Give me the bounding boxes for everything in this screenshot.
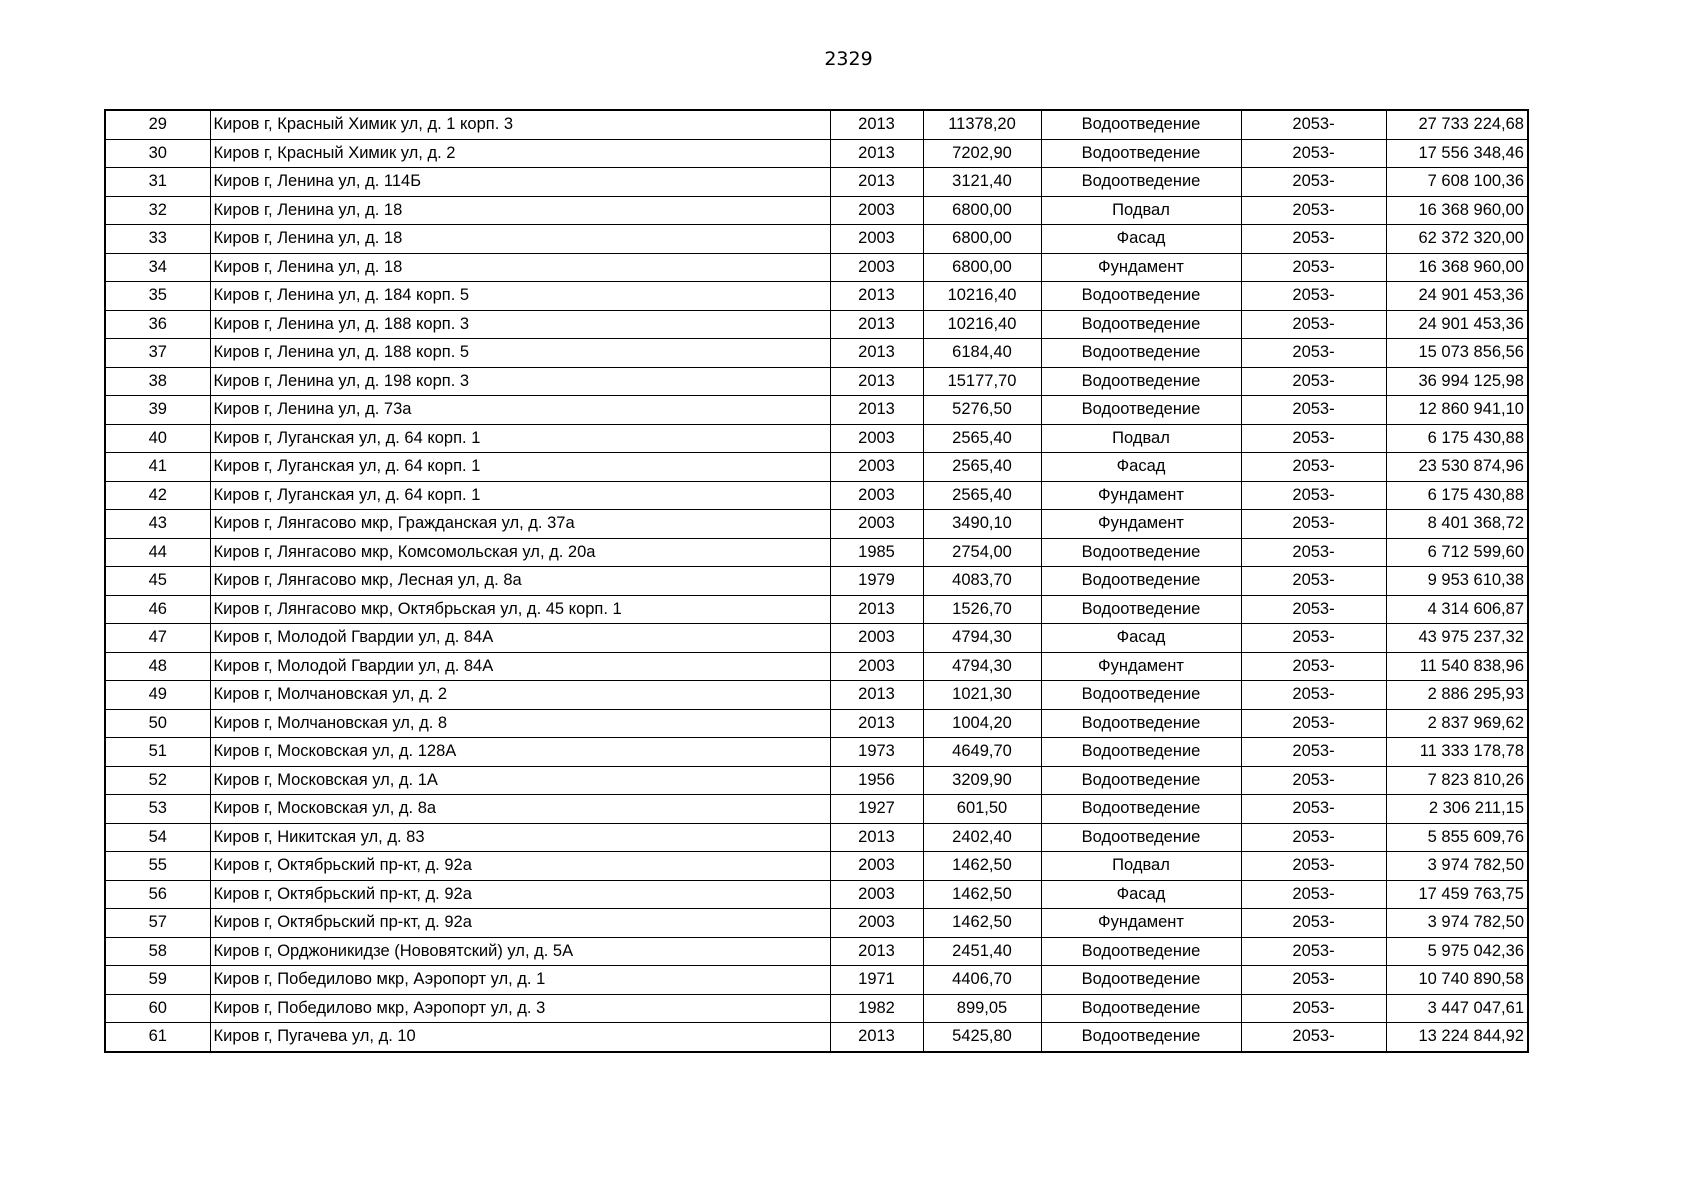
table-row bbox=[105, 310, 1528, 339]
period-cell: 2053- bbox=[1241, 1023, 1386, 1052]
year-cell: 2003 bbox=[830, 481, 923, 510]
area-cell: 601,50 bbox=[923, 795, 1041, 824]
year-cell: 1979 bbox=[830, 567, 923, 596]
address-cell: Киров г, Луганская ул, д. 64 корп. 1 bbox=[210, 453, 830, 482]
address-cell: Киров г, Лянгасово мкр, Октябрьская ул, д. 45 корп. 1 bbox=[210, 595, 830, 624]
row-number: 47 bbox=[105, 624, 210, 653]
period-cell: 2053- bbox=[1241, 909, 1386, 938]
work-type-cell: Фундамент bbox=[1041, 481, 1241, 510]
cost-cell: 16 368 960,00 bbox=[1386, 253, 1528, 282]
year-cell: 1973 bbox=[830, 738, 923, 767]
area-cell: 2402,40 bbox=[923, 823, 1041, 852]
row-number: 52 bbox=[105, 766, 210, 795]
period-cell: 2053- bbox=[1241, 681, 1386, 710]
work-type-cell: Водоотведение bbox=[1041, 738, 1241, 767]
year-cell: 2013 bbox=[830, 681, 923, 710]
row-number: 60 bbox=[105, 994, 210, 1023]
year-cell: 2013 bbox=[830, 709, 923, 738]
area-cell: 4649,70 bbox=[923, 738, 1041, 767]
row-number: 44 bbox=[105, 538, 210, 567]
area-cell: 10216,40 bbox=[923, 310, 1041, 339]
period-cell: 2053- bbox=[1241, 538, 1386, 567]
table-row bbox=[105, 253, 1528, 282]
address-cell: Киров г, Орджоникидзе (Нововятский) ул, д. 5А bbox=[210, 937, 830, 966]
table-row bbox=[105, 766, 1528, 795]
cost-cell: 11 333 178,78 bbox=[1386, 738, 1528, 767]
row-number: 49 bbox=[105, 681, 210, 710]
year-cell: 1927 bbox=[830, 795, 923, 824]
row-number: 53 bbox=[105, 795, 210, 824]
row-number: 51 bbox=[105, 738, 210, 767]
cost-cell: 24 901 453,36 bbox=[1386, 310, 1528, 339]
address-cell: Киров г, Лянгасово мкр, Лесная ул, д. 8а bbox=[210, 567, 830, 596]
year-cell: 2003 bbox=[830, 880, 923, 909]
row-number: 59 bbox=[105, 966, 210, 995]
address-cell: Киров г, Ленина ул, д. 184 корп. 5 bbox=[210, 282, 830, 311]
table-row bbox=[105, 367, 1528, 396]
cost-cell: 12 860 941,10 bbox=[1386, 396, 1528, 425]
year-cell: 2003 bbox=[830, 453, 923, 482]
year-cell: 2003 bbox=[830, 196, 923, 225]
table-row bbox=[105, 852, 1528, 881]
cost-cell: 2 886 295,93 bbox=[1386, 681, 1528, 710]
work-type-cell: Водоотведение bbox=[1041, 994, 1241, 1023]
table-row bbox=[105, 1023, 1528, 1052]
address-cell: Киров г, Победилово мкр, Аэропорт ул, д. 3 bbox=[210, 994, 830, 1023]
period-cell: 2053- bbox=[1241, 795, 1386, 824]
cost-cell: 5 855 609,76 bbox=[1386, 823, 1528, 852]
cost-cell: 5 975 042,36 bbox=[1386, 937, 1528, 966]
cost-cell: 9 953 610,38 bbox=[1386, 567, 1528, 596]
work-type-cell: Фундамент bbox=[1041, 253, 1241, 282]
period-cell: 2053- bbox=[1241, 880, 1386, 909]
cost-cell: 13 224 844,92 bbox=[1386, 1023, 1528, 1052]
buildings-table bbox=[104, 109, 1529, 1053]
cost-cell: 43 975 237,32 bbox=[1386, 624, 1528, 653]
table-row bbox=[105, 567, 1528, 596]
work-type-cell: Водоотведение bbox=[1041, 937, 1241, 966]
address-cell: Киров г, Красный Химик ул, д. 2 bbox=[210, 139, 830, 168]
table-row bbox=[105, 139, 1528, 168]
table-row bbox=[105, 624, 1528, 653]
cost-cell: 2 837 969,62 bbox=[1386, 709, 1528, 738]
cost-cell: 15 073 856,56 bbox=[1386, 339, 1528, 368]
table-row bbox=[105, 909, 1528, 938]
page-number: 2329 bbox=[824, 48, 873, 70]
cost-cell: 3 974 782,50 bbox=[1386, 852, 1528, 881]
period-cell: 2053- bbox=[1241, 168, 1386, 197]
work-type-cell: Подвал bbox=[1041, 196, 1241, 225]
address-cell: Киров г, Ленина ул, д. 18 bbox=[210, 196, 830, 225]
work-type-cell: Фундамент bbox=[1041, 909, 1241, 938]
year-cell: 2013 bbox=[830, 595, 923, 624]
period-cell: 2053- bbox=[1241, 966, 1386, 995]
year-cell: 2003 bbox=[830, 909, 923, 938]
period-cell: 2053- bbox=[1241, 595, 1386, 624]
work-type-cell: Водоотведение bbox=[1041, 1023, 1241, 1052]
row-number: 40 bbox=[105, 424, 210, 453]
area-cell: 1462,50 bbox=[923, 909, 1041, 938]
year-cell: 2013 bbox=[830, 396, 923, 425]
address-cell: Киров г, Пугачева ул, д. 10 bbox=[210, 1023, 830, 1052]
table-row bbox=[105, 966, 1528, 995]
period-cell: 2053- bbox=[1241, 852, 1386, 881]
work-type-cell: Водоотведение bbox=[1041, 823, 1241, 852]
row-number: 32 bbox=[105, 196, 210, 225]
year-cell: 2013 bbox=[830, 339, 923, 368]
period-cell: 2053- bbox=[1241, 310, 1386, 339]
period-cell: 2053- bbox=[1241, 937, 1386, 966]
period-cell: 2053- bbox=[1241, 481, 1386, 510]
period-cell: 2053- bbox=[1241, 424, 1386, 453]
row-number: 39 bbox=[105, 396, 210, 425]
table-row bbox=[105, 795, 1528, 824]
work-type-cell: Водоотведение bbox=[1041, 709, 1241, 738]
row-number: 61 bbox=[105, 1023, 210, 1052]
address-cell: Киров г, Никитская ул, д. 83 bbox=[210, 823, 830, 852]
table-row bbox=[105, 595, 1528, 624]
row-number: 34 bbox=[105, 253, 210, 282]
table-row bbox=[105, 196, 1528, 225]
address-cell: Киров г, Молодой Гвардии ул, д. 84А bbox=[210, 624, 830, 653]
cost-cell: 6 175 430,88 bbox=[1386, 481, 1528, 510]
row-number: 50 bbox=[105, 709, 210, 738]
period-cell: 2053- bbox=[1241, 624, 1386, 653]
table-row bbox=[105, 738, 1528, 767]
period-cell: 2053- bbox=[1241, 110, 1386, 139]
address-cell: Киров г, Московская ул, д. 8а bbox=[210, 795, 830, 824]
year-cell: 2013 bbox=[830, 310, 923, 339]
year-cell: 2003 bbox=[830, 424, 923, 453]
table-row bbox=[105, 110, 1528, 139]
address-cell: Киров г, Молодой Гвардии ул, д. 84А bbox=[210, 652, 830, 681]
table-row bbox=[105, 282, 1528, 311]
row-number: 29 bbox=[105, 110, 210, 139]
cost-cell: 3 974 782,50 bbox=[1386, 909, 1528, 938]
cost-cell: 11 540 838,96 bbox=[1386, 652, 1528, 681]
area-cell: 6800,00 bbox=[923, 225, 1041, 254]
year-cell: 2003 bbox=[830, 624, 923, 653]
area-cell: 899,05 bbox=[923, 994, 1041, 1023]
row-number: 54 bbox=[105, 823, 210, 852]
period-cell: 2053- bbox=[1241, 453, 1386, 482]
period-cell: 2053- bbox=[1241, 282, 1386, 311]
area-cell: 2451,40 bbox=[923, 937, 1041, 966]
address-cell: Киров г, Молчановская ул, д. 2 bbox=[210, 681, 830, 710]
area-cell: 3121,40 bbox=[923, 168, 1041, 197]
table-row bbox=[105, 453, 1528, 482]
area-cell: 4794,30 bbox=[923, 652, 1041, 681]
period-cell: 2053- bbox=[1241, 823, 1386, 852]
year-cell: 2013 bbox=[830, 282, 923, 311]
table-row bbox=[105, 481, 1528, 510]
table-body bbox=[105, 110, 1528, 1052]
period-cell: 2053- bbox=[1241, 652, 1386, 681]
period-cell: 2053- bbox=[1241, 139, 1386, 168]
area-cell: 2565,40 bbox=[923, 424, 1041, 453]
area-cell: 5276,50 bbox=[923, 396, 1041, 425]
area-cell: 7202,90 bbox=[923, 139, 1041, 168]
cost-cell: 2 306 211,15 bbox=[1386, 795, 1528, 824]
work-type-cell: Фасад bbox=[1041, 880, 1241, 909]
area-cell: 1526,70 bbox=[923, 595, 1041, 624]
row-number: 31 bbox=[105, 168, 210, 197]
address-cell: Киров г, Октябрьский пр-кт, д. 92а bbox=[210, 852, 830, 881]
work-type-cell: Фасад bbox=[1041, 624, 1241, 653]
address-cell: Киров г, Молчановская ул, д. 8 bbox=[210, 709, 830, 738]
cost-cell: 62 372 320,00 bbox=[1386, 225, 1528, 254]
address-cell: Киров г, Ленина ул, д. 198 корп. 3 bbox=[210, 367, 830, 396]
cost-cell: 8 401 368,72 bbox=[1386, 510, 1528, 539]
row-number: 48 bbox=[105, 652, 210, 681]
row-number: 56 bbox=[105, 880, 210, 909]
year-cell: 2003 bbox=[830, 225, 923, 254]
work-type-cell: Фундамент bbox=[1041, 510, 1241, 539]
cost-cell: 24 901 453,36 bbox=[1386, 282, 1528, 311]
address-cell: Киров г, Ленина ул, д. 114Б bbox=[210, 168, 830, 197]
cost-cell: 23 530 874,96 bbox=[1386, 453, 1528, 482]
year-cell: 2013 bbox=[830, 139, 923, 168]
row-number: 58 bbox=[105, 937, 210, 966]
table-row bbox=[105, 937, 1528, 966]
work-type-cell: Водоотведение bbox=[1041, 310, 1241, 339]
cost-cell: 6 712 599,60 bbox=[1386, 538, 1528, 567]
year-cell: 2013 bbox=[830, 823, 923, 852]
row-number: 55 bbox=[105, 852, 210, 881]
cost-cell: 27 733 224,68 bbox=[1386, 110, 1528, 139]
work-type-cell: Водоотведение bbox=[1041, 168, 1241, 197]
period-cell: 2053- bbox=[1241, 709, 1386, 738]
area-cell: 1462,50 bbox=[923, 880, 1041, 909]
period-cell: 2053- bbox=[1241, 766, 1386, 795]
period-cell: 2053- bbox=[1241, 339, 1386, 368]
work-type-cell: Фасад bbox=[1041, 453, 1241, 482]
period-cell: 2053- bbox=[1241, 367, 1386, 396]
row-number: 35 bbox=[105, 282, 210, 311]
row-number: 30 bbox=[105, 139, 210, 168]
table-row bbox=[105, 709, 1528, 738]
area-cell: 5425,80 bbox=[923, 1023, 1041, 1052]
table-row bbox=[105, 225, 1528, 254]
address-cell: Киров г, Ленина ул, д. 188 корп. 5 bbox=[210, 339, 830, 368]
cost-cell: 6 175 430,88 bbox=[1386, 424, 1528, 453]
address-cell: Киров г, Лянгасово мкр, Гражданская ул, д. 37а bbox=[210, 510, 830, 539]
year-cell: 2013 bbox=[830, 168, 923, 197]
area-cell: 2754,00 bbox=[923, 538, 1041, 567]
row-number: 38 bbox=[105, 367, 210, 396]
work-type-cell: Водоотведение bbox=[1041, 110, 1241, 139]
address-cell: Киров г, Московская ул, д. 128А bbox=[210, 738, 830, 767]
address-cell: Киров г, Луганская ул, д. 64 корп. 1 bbox=[210, 481, 830, 510]
work-type-cell: Водоотведение bbox=[1041, 139, 1241, 168]
row-number: 43 bbox=[105, 510, 210, 539]
period-cell: 2053- bbox=[1241, 225, 1386, 254]
year-cell: 1985 bbox=[830, 538, 923, 567]
table-row bbox=[105, 681, 1528, 710]
area-cell: 3209,90 bbox=[923, 766, 1041, 795]
row-number: 33 bbox=[105, 225, 210, 254]
cost-cell: 7 823 810,26 bbox=[1386, 766, 1528, 795]
area-cell: 1462,50 bbox=[923, 852, 1041, 881]
year-cell: 2003 bbox=[830, 510, 923, 539]
row-number: 37 bbox=[105, 339, 210, 368]
address-cell: Киров г, Луганская ул, д. 64 корп. 1 bbox=[210, 424, 830, 453]
work-type-cell: Водоотведение bbox=[1041, 339, 1241, 368]
area-cell: 6800,00 bbox=[923, 253, 1041, 282]
table-row bbox=[105, 994, 1528, 1023]
address-cell: Киров г, Ленина ул, д. 73а bbox=[210, 396, 830, 425]
row-number: 45 bbox=[105, 567, 210, 596]
area-cell: 15177,70 bbox=[923, 367, 1041, 396]
area-cell: 3490,10 bbox=[923, 510, 1041, 539]
address-cell: Киров г, Лянгасово мкр, Комсомольская ул, д. 20а bbox=[210, 538, 830, 567]
period-cell: 2053- bbox=[1241, 510, 1386, 539]
area-cell: 1004,20 bbox=[923, 709, 1041, 738]
work-type-cell: Фасад bbox=[1041, 225, 1241, 254]
work-type-cell: Подвал bbox=[1041, 852, 1241, 881]
table-row bbox=[105, 538, 1528, 567]
year-cell: 2013 bbox=[830, 937, 923, 966]
cost-cell: 4 314 606,87 bbox=[1386, 595, 1528, 624]
work-type-cell: Водоотведение bbox=[1041, 766, 1241, 795]
address-cell: Киров г, Московская ул, д. 1А bbox=[210, 766, 830, 795]
area-cell: 4083,70 bbox=[923, 567, 1041, 596]
year-cell: 1956 bbox=[830, 766, 923, 795]
period-cell: 2053- bbox=[1241, 567, 1386, 596]
work-type-cell: Фундамент bbox=[1041, 652, 1241, 681]
cost-cell: 17 556 348,46 bbox=[1386, 139, 1528, 168]
row-number: 57 bbox=[105, 909, 210, 938]
table-row bbox=[105, 168, 1528, 197]
address-cell: Киров г, Красный Химик ул, д. 1 корп. 3 bbox=[210, 110, 830, 139]
work-type-cell: Водоотведение bbox=[1041, 681, 1241, 710]
work-type-cell: Водоотведение bbox=[1041, 396, 1241, 425]
area-cell: 2565,40 bbox=[923, 453, 1041, 482]
work-type-cell: Водоотведение bbox=[1041, 367, 1241, 396]
table-row bbox=[105, 880, 1528, 909]
work-type-cell: Водоотведение bbox=[1041, 282, 1241, 311]
period-cell: 2053- bbox=[1241, 994, 1386, 1023]
year-cell: 2003 bbox=[830, 253, 923, 282]
year-cell: 2013 bbox=[830, 110, 923, 139]
area-cell: 6184,40 bbox=[923, 339, 1041, 368]
period-cell: 2053- bbox=[1241, 253, 1386, 282]
address-cell: Киров г, Ленина ул, д. 18 bbox=[210, 225, 830, 254]
period-cell: 2053- bbox=[1241, 196, 1386, 225]
work-type-cell: Водоотведение bbox=[1041, 567, 1241, 596]
cost-cell: 17 459 763,75 bbox=[1386, 880, 1528, 909]
table-row bbox=[105, 339, 1528, 368]
table-row bbox=[105, 396, 1528, 425]
row-number: 36 bbox=[105, 310, 210, 339]
table-row bbox=[105, 823, 1528, 852]
address-cell: Киров г, Октябрьский пр-кт, д. 92а bbox=[210, 909, 830, 938]
work-type-cell: Подвал bbox=[1041, 424, 1241, 453]
work-type-cell: Водоотведение bbox=[1041, 595, 1241, 624]
year-cell: 2003 bbox=[830, 852, 923, 881]
area-cell: 1021,30 bbox=[923, 681, 1041, 710]
area-cell: 10216,40 bbox=[923, 282, 1041, 311]
work-type-cell: Водоотведение bbox=[1041, 538, 1241, 567]
area-cell: 4794,30 bbox=[923, 624, 1041, 653]
work-type-cell: Водоотведение bbox=[1041, 795, 1241, 824]
table-row bbox=[105, 424, 1528, 453]
year-cell: 1971 bbox=[830, 966, 923, 995]
address-cell: Киров г, Ленина ул, д. 188 корп. 3 bbox=[210, 310, 830, 339]
row-number: 42 bbox=[105, 481, 210, 510]
row-number: 46 bbox=[105, 595, 210, 624]
cost-cell: 16 368 960,00 bbox=[1386, 196, 1528, 225]
area-cell: 11378,20 bbox=[923, 110, 1041, 139]
period-cell: 2053- bbox=[1241, 396, 1386, 425]
area-cell: 4406,70 bbox=[923, 966, 1041, 995]
area-cell: 2565,40 bbox=[923, 481, 1041, 510]
year-cell: 2013 bbox=[830, 1023, 923, 1052]
area-cell: 6800,00 bbox=[923, 196, 1041, 225]
table-row bbox=[105, 652, 1528, 681]
table-row bbox=[105, 510, 1528, 539]
cost-cell: 10 740 890,58 bbox=[1386, 966, 1528, 995]
cost-cell: 3 447 047,61 bbox=[1386, 994, 1528, 1023]
cost-cell: 36 994 125,98 bbox=[1386, 367, 1528, 396]
year-cell: 2003 bbox=[830, 652, 923, 681]
period-cell: 2053- bbox=[1241, 738, 1386, 767]
address-cell: Киров г, Октябрьский пр-кт, д. 92а bbox=[210, 880, 830, 909]
year-cell: 2013 bbox=[830, 367, 923, 396]
work-type-cell: Водоотведение bbox=[1041, 966, 1241, 995]
year-cell: 1982 bbox=[830, 994, 923, 1023]
address-cell: Киров г, Победилово мкр, Аэропорт ул, д. 1 bbox=[210, 966, 830, 995]
address-cell: Киров г, Ленина ул, д. 18 bbox=[210, 253, 830, 282]
row-number: 41 bbox=[105, 453, 210, 482]
cost-cell: 7 608 100,36 bbox=[1386, 168, 1528, 197]
